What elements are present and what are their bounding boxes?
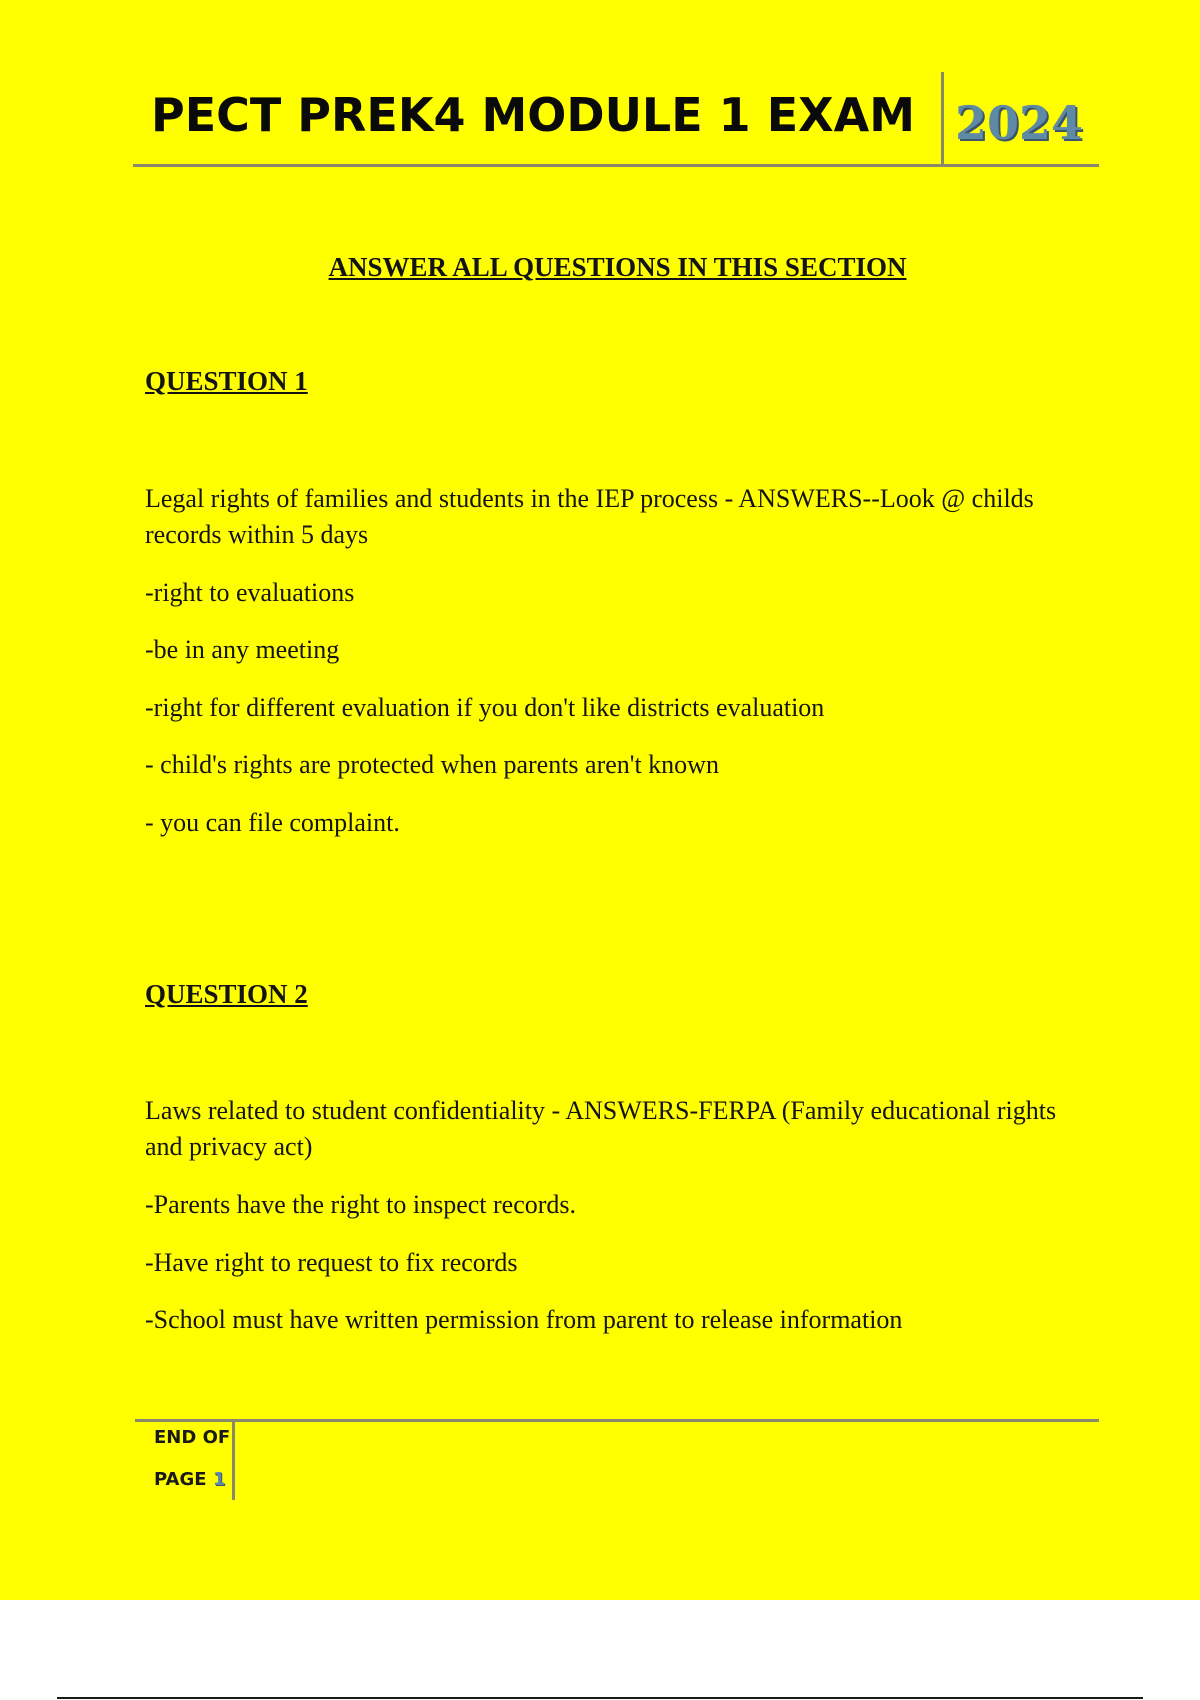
question-2-prompt: Laws related to student confidentiality - ANSWERS-FERPA (Family educational rights and privacy act) [145,1096,1057,1161]
section-heading: ANSWER ALL QUESTIONS IN THIS SECTION [328,252,907,282]
header-divider [941,72,944,164]
footer-page-label [154,1469,225,1490]
footer-rule [135,1419,1099,1422]
question-1-prompt: Legal rights of families and students in the IEP process - ANSWERS--Look @ childs records within 5 days [145,484,1034,549]
question-2-title: QUESTION 2 [145,979,308,1009]
question-2-answer-line: -Parents have the right to inspect records. [145,1190,577,1219]
bottom-rule [57,1697,1143,1699]
page-header [133,72,1099,167]
question-1-title: QUESTION 1 [145,366,308,396]
footer-end-of: END OF [154,1427,231,1448]
question-1-answer-line: -be in any meeting [145,635,340,664]
question-1-answer-line: - you can file complaint. [145,808,400,837]
question-2-answer-line: -Have right to request to fix records [145,1248,518,1277]
footer-page-number: 1 [212,1469,226,1490]
footer-page-word: PAGE [154,1469,207,1490]
document-year: 2024 [955,96,1084,150]
question-1-answer-line: - child's rights are protected when parents aren't known [145,750,719,779]
question-1-answer-line: -right for different evaluation if you don't like districts evaluation [145,693,825,722]
question-2-answer-line: -School must have written permission from parent to release information [145,1305,903,1334]
footer-divider [232,1422,235,1500]
question-1-answer-line: -right to evaluations [145,578,355,607]
document-title: PECT PREK4 MODULE 1 EXAM [151,88,915,142]
